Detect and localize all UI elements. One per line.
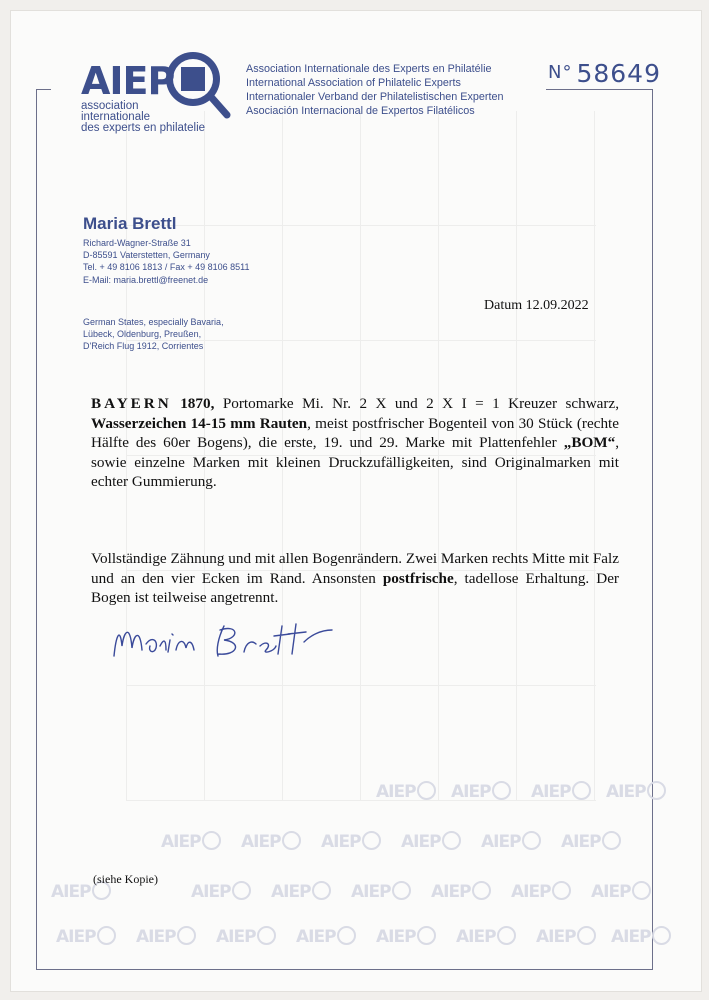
- watermark-logo: [456, 926, 516, 947]
- magnifier-icon: [257, 926, 276, 945]
- magnifier-icon: [552, 881, 571, 900]
- magnifier-icon: [652, 926, 671, 945]
- watermark-logo: [376, 926, 436, 947]
- magnifier-icon: [572, 781, 591, 800]
- watermark-text: AIEP: [591, 882, 631, 902]
- watermark-logo: [351, 881, 411, 902]
- watermark-logo: [511, 881, 571, 902]
- magnifier-icon: [417, 926, 436, 945]
- watermark-logo: [611, 926, 671, 947]
- watermark-text: Wasserzeichen 14-15 mm Rauten: [91, 414, 308, 432]
- watermark-text: AIEP: [611, 927, 651, 947]
- watermark-text: AIEP: [511, 882, 551, 902]
- magnifier-icon: [602, 831, 621, 850]
- watermark-logo: [296, 926, 356, 947]
- watermark-logo: [191, 881, 251, 902]
- certificate-date: Datum 12.09.2022: [484, 298, 589, 313]
- issue-year: 1870,: [180, 395, 215, 412]
- address-phone: Tel. + 49 8106 1813 / Fax + 49 8106 8511: [83, 262, 250, 273]
- watermark-text: AIEP: [296, 927, 336, 947]
- watermark-logo: [431, 881, 491, 902]
- magnifier-icon: [442, 831, 461, 850]
- magnifier-icon: [177, 926, 196, 945]
- magnifier-icon: [202, 831, 221, 850]
- magnifier-icon: [472, 881, 491, 900]
- watermark-text: AIEP: [161, 832, 201, 852]
- magnifier-icon: [522, 831, 541, 850]
- condition-paragraph: [91, 549, 619, 608]
- watermark-text: AIEP: [431, 882, 471, 902]
- watermark-logo: [606, 781, 666, 802]
- watermark-logo: [56, 926, 116, 947]
- magnifier-icon: [282, 831, 301, 850]
- magnifier-icon: [417, 781, 436, 800]
- watermark-text: AIEP: [401, 832, 441, 852]
- handwritten-signature: [106, 616, 346, 666]
- association-name: Internationaler Verband der Philatelistischen Experten: [246, 91, 504, 103]
- desc-text: , sowie einzelne Marken mit kleinen Druckzufälligkeiten, sind Originalmarken mit echter Gummierung.: [91, 434, 619, 490]
- watermark-text: AIEP: [456, 927, 496, 947]
- magnifier-icon: [232, 881, 251, 900]
- specialty-line: German States, especially Bavaria,: [83, 317, 224, 327]
- certificate-number: [548, 59, 661, 88]
- country-name: BAYERN: [91, 395, 172, 412]
- watermark-text: AIEP: [606, 782, 646, 802]
- watermark-text: AIEP: [536, 927, 576, 947]
- magnifier-icon: [632, 881, 651, 900]
- magnifier-icon: [577, 926, 596, 945]
- frame-top-left-line: [36, 89, 51, 90]
- watermark-text: AIEP: [136, 927, 176, 947]
- magnifier-icon: [312, 881, 331, 900]
- expert-address: [83, 237, 249, 286]
- watermark-logo: [561, 831, 621, 852]
- magnifier-icon: [97, 926, 116, 945]
- watermark-logo: [536, 926, 596, 947]
- watermark-logo: [531, 781, 591, 802]
- watermark-text: AIEP: [561, 832, 601, 852]
- logo-abbr: AIEP: [81, 59, 175, 103]
- watermark-logo: [161, 831, 221, 852]
- association-name: Association Internationale des Experts en Philatélie: [246, 63, 492, 75]
- watermark-text: AIEP: [451, 782, 491, 802]
- watermark-logo: [216, 926, 276, 947]
- cond-text: Vollständige Zähnung und mit allen Bogenrändern. Zwei Marken rechts Mitte mit Falz und an den vier Ecken im Rand. Ansonsten: [91, 550, 619, 587]
- cond-text: , tadellose Erhaltung. Der Bogen ist teilweise angetrennt.: [91, 569, 619, 606]
- desc-text: , meist postfrischer Bogenteil von 30 Stück (rechte Hälfte des 60er Bogens), die erste, 19. und 29. Marke mit Plattenfehler: [91, 414, 620, 451]
- address-email: E-Mail: maria.brettl@freenet.de: [83, 274, 209, 285]
- logo-sub-line: des experts en philatelie: [81, 122, 206, 134]
- magnifier-icon: [392, 881, 411, 900]
- note-see-copy: (siehe Kopie): [93, 872, 158, 886]
- address-street: Richard-Wagner-Straße 31: [83, 238, 191, 248]
- expert-specialties: [83, 316, 224, 353]
- watermark-text: AIEP: [481, 832, 521, 852]
- association-name: Asociación Internacional de Expertos Filatélicos: [246, 105, 475, 117]
- watermark-text: AIEP: [376, 782, 416, 802]
- plate-flaw: „BOM“: [563, 434, 616, 451]
- watermark-logo: [321, 831, 381, 852]
- frame-top-right-line: [546, 89, 652, 90]
- logo-subtitle: [81, 101, 205, 134]
- watermark-logo: [271, 881, 331, 902]
- watermark-logo: [451, 781, 511, 802]
- expert-name: Maria Brettl: [83, 214, 177, 233]
- description-paragraph: [91, 394, 619, 492]
- aiep-logo: [81, 41, 241, 141]
- watermark-logo: [136, 926, 196, 947]
- association-name: International Association of Philatelic Experts: [246, 77, 461, 89]
- magnifier-icon: [497, 926, 516, 945]
- desc-text: Portomarke Mi. Nr. 2 X und 2 X I = 1 Kreuzer schwarz,: [214, 395, 620, 412]
- number-value: 58649: [576, 59, 661, 88]
- specialty-line: Lübeck, Oldenburg, Preußen,: [83, 329, 202, 340]
- magnifier-icon: [362, 831, 381, 850]
- certificate-page: [10, 10, 702, 992]
- specialty-line: D'Reich Flug 1912, Corrientes: [83, 341, 204, 352]
- watermark-text: AIEP: [321, 832, 361, 852]
- watermark-text: AIEP: [351, 882, 391, 902]
- magnifier-icon: [337, 926, 356, 945]
- logo-sub-line: association: [81, 100, 139, 112]
- watermark-logo: [241, 831, 301, 852]
- magnifier-icon: [647, 781, 666, 800]
- watermark-text: AIEP: [531, 782, 571, 802]
- watermark-text: AIEP: [271, 882, 311, 902]
- watermark-text: AIEP: [241, 832, 281, 852]
- watermark-logo: [376, 781, 436, 802]
- watermark-logo: [401, 831, 461, 852]
- logo-sub-line: internationale: [81, 111, 151, 123]
- watermark-logo: [481, 831, 541, 852]
- watermark-logo: [591, 881, 651, 902]
- watermark-text: AIEP: [216, 927, 256, 947]
- watermark-text: AIEP: [56, 927, 96, 947]
- watermark-text: AIEP: [376, 927, 416, 947]
- number-prefix: N°: [548, 62, 573, 83]
- cond-bold: postfrische: [382, 569, 454, 587]
- watermark-text: AIEP: [191, 882, 231, 902]
- address-city: D-85591 Vaterstetten, Germany: [83, 250, 210, 261]
- association-names: [246, 62, 504, 118]
- watermark-text: AIEP: [51, 882, 91, 902]
- magnifier-icon: [492, 781, 511, 800]
